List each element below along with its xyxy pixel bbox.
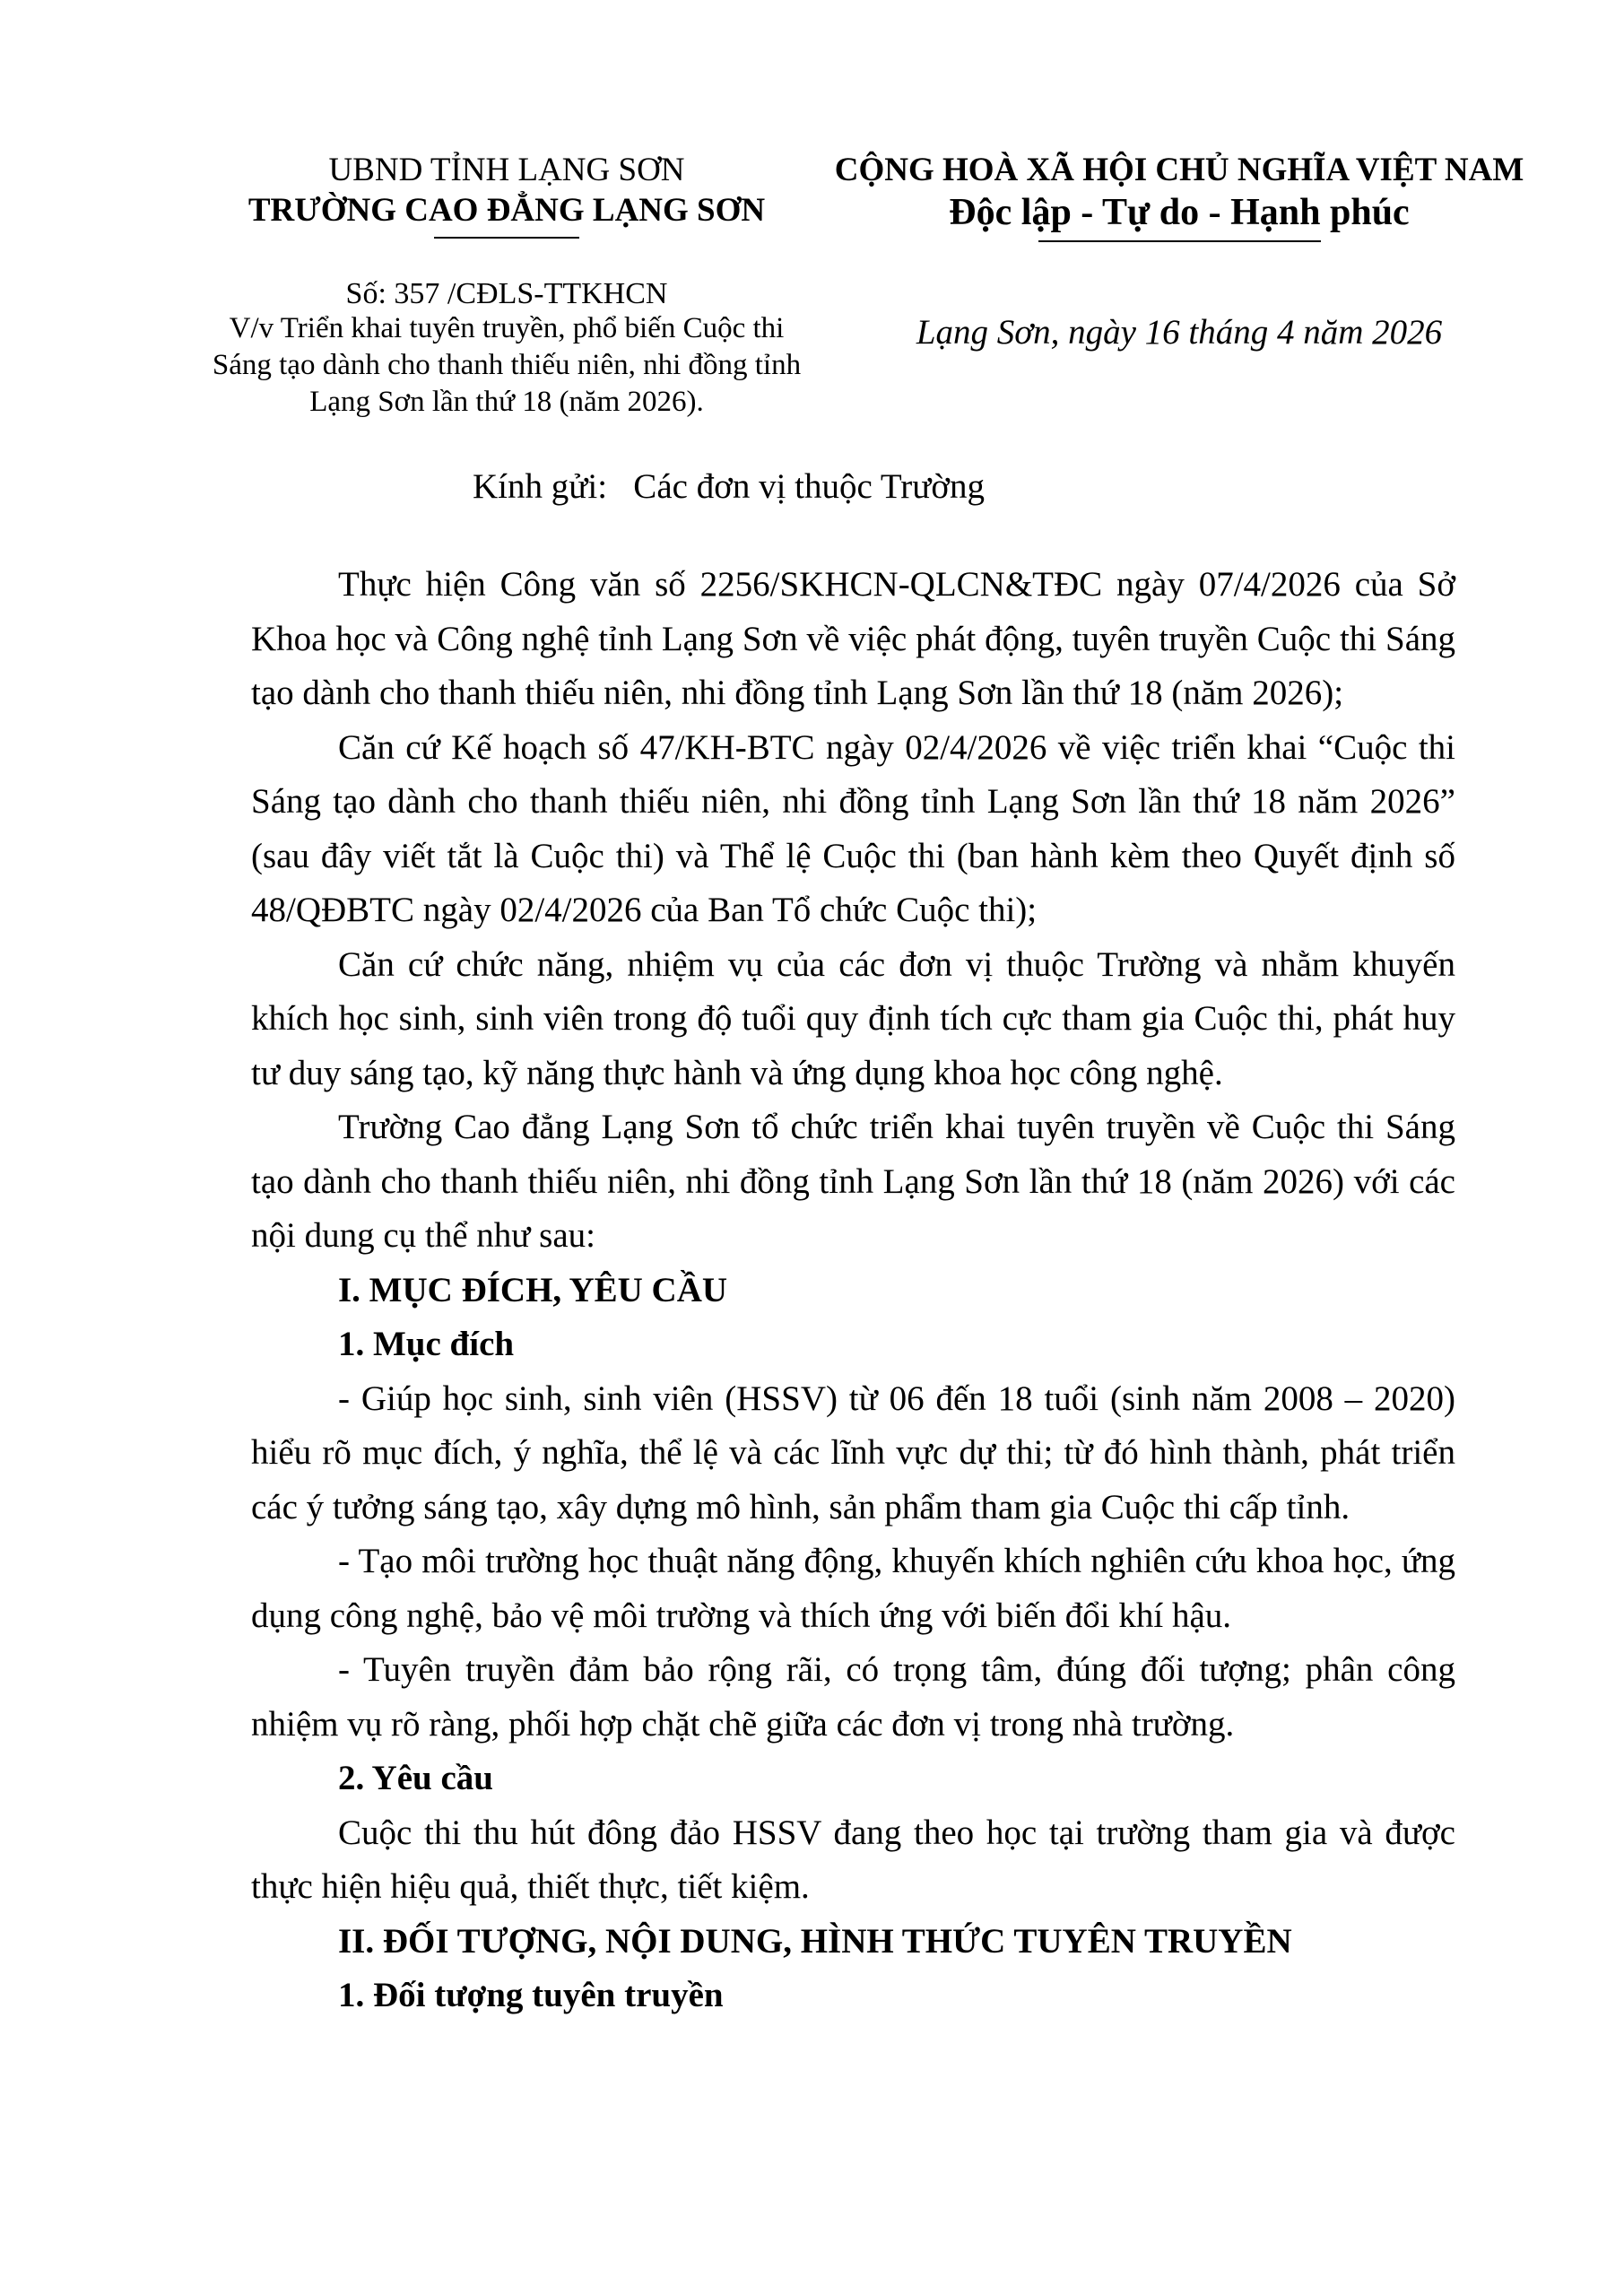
document-subject: V/v Triển khai tuyên truyền, phổ biến Cuộc thi Sáng tạo dành cho thanh thiếu niên, nhi đồng tỉnh Lạng Sơn lần thứ 18 (năm 2026). xyxy=(212,312,802,418)
document-number: Số: 357 /CĐLS-TTKHCN xyxy=(345,277,668,310)
document-body xyxy=(251,558,1455,2023)
list-item: - Giúp học sinh, sinh viên (HSSV) từ 06 đến 18 tuổi (sinh năm 2008 – 2020) hiểu rõ mục đích, ý nghĩa, thể lệ và các lĩnh vực dự thi; từ đó hình thành, phát triển các ý tưởng sáng tạo, xây dựng mô hình, sản phẩm tham gia Cuộc thi cấp tỉnh. xyxy=(251,1378,1455,1526)
section-heading: I. MỤC ĐÍCH, YÊU CẦU xyxy=(338,1270,728,1309)
paragraph: Cuộc thi thu hút đông đảo HSSV đang theo học tại trường tham gia và được thực hiện hiệu quả, thiết thực, tiết kiệm. xyxy=(251,1813,1455,1906)
subsection-heading: 1. Mục đích xyxy=(338,1325,515,1363)
header-left-divider xyxy=(434,237,579,239)
nation-name: CỘNG HOÀ XÃ HỘI CHỦ NGHĨA VIỆT NAM xyxy=(834,152,1524,188)
header-right-divider xyxy=(1038,240,1321,242)
paragraph: Căn cứ chức năng, nhiệm vụ của các đơn vị thuộc Trường và nhằm khuyến khích học sinh, sinh viên trong độ tuổi quy định tích cực tham gia Cuộc thi, phát huy tư duy sáng tạo, kỹ năng thực hành và ứng dụng khoa học công nghệ. xyxy=(251,944,1455,1092)
national-motto: Độc lập - Tự do - Hạnh phúc xyxy=(949,192,1410,233)
place-and-date: Lạng Sơn, ngày 16 tháng 4 năm 2026 xyxy=(916,313,1443,352)
paragraph: Trường Cao đẳng Lạng Sơn tổ chức triển khai tuyên truyền về Cuộc thi Sáng tạo dành cho thanh thiếu niên, nhi đồng tỉnh Lạng Sơn lần thứ 18 (năm 2026) với các nội dung cụ thể như sau: xyxy=(251,1108,1455,1255)
organization-name: TRƯỜNG CAO ĐẲNG LẠNG SƠN xyxy=(248,192,766,229)
paragraph: Căn cứ Kế hoạch số 47/KH-BTC ngày 02/4/2026 về việc triển khai “Cuộc thi Sáng tạo dành cho thanh thiếu niên, nhi đồng tỉnh Lạng Sơn lần thứ 18 năm 2026” (sau đây viết tắt là Cuộc thi) và Thể lệ Cuộc thi (ban hành kèm theo Quyết định số 48/QĐBTC ngày 02/4/2026 của Ban Tổ chức Cuộc thi); xyxy=(251,727,1455,929)
paragraph: Thực hiện Công văn số 2256/SKHCN-QLCN&TĐC ngày 07/4/2026 của Sở Khoa học và Công nghệ tỉnh Lạng Sơn về việc phát động, tuyên truyền Cuộc thi Sáng tạo dành cho thanh thiếu niên, nhi đồng tỉnh Lạng Sơn lần thứ 18 (năm 2026); xyxy=(251,565,1455,712)
subsection-heading: 1. Đối tượng tuyên truyền xyxy=(338,1976,724,2014)
issuing-authority-block xyxy=(202,151,812,239)
section-heading: II. ĐỐI TƯỢNG, NỘI DUNG, HÌNH THỨC TUYÊN TRUYỀN xyxy=(338,1921,1292,1961)
list-item: - Tạo môi trường học thuật năng động, khuyến khích nghiên cứu khoa học, ứng dụng công nghệ, bảo vệ môi trường và thích ứng với biến đổi khí hậu. xyxy=(251,1542,1455,1635)
authority-name: UBND TỈNH LẠNG SƠN xyxy=(328,152,685,188)
recipient-line: Kính gửi: Các đơn vị thuộc Trường xyxy=(473,467,986,506)
subsection-heading: 2. Yêu cầu xyxy=(338,1759,493,1797)
national-title-block xyxy=(812,151,1547,242)
list-item: - Tuyên truyền đảm bảo rộng rãi, có trọng tâm, đúng đối tượng; phân công nhiệm vụ rõ ràng, phối hợp chặt chẽ giữa các đơn vị trong nhà trường. xyxy=(251,1650,1455,1744)
